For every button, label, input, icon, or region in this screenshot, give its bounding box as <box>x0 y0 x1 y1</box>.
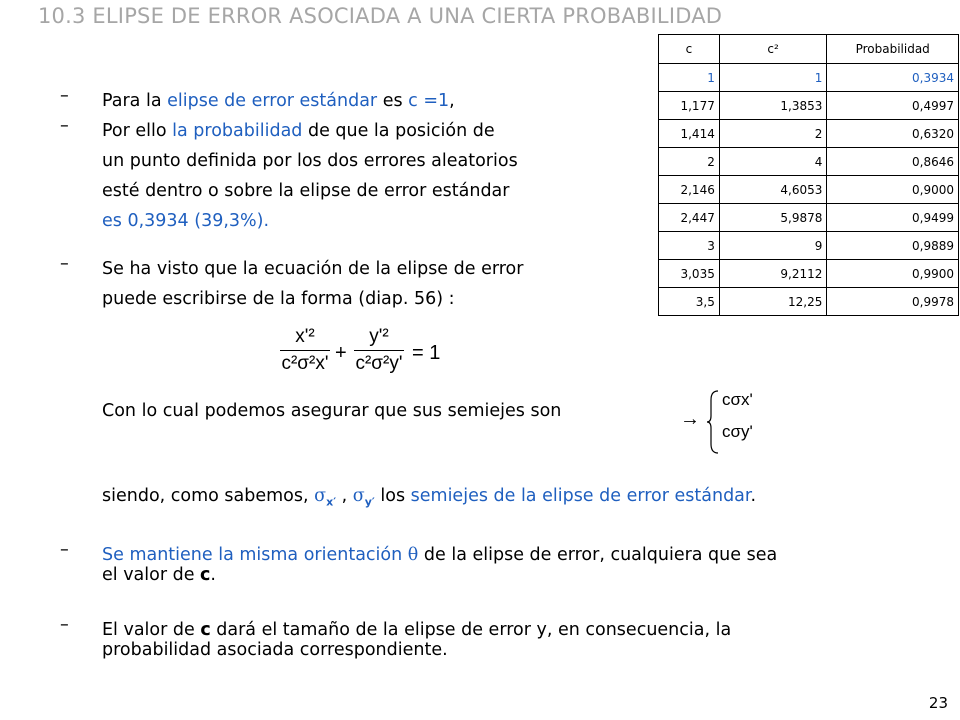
highlight: la probabilidad <box>172 121 303 141</box>
arrow-icon: → <box>680 408 700 430</box>
table-cell: 0,9499 <box>827 204 959 232</box>
bullet-dash: – <box>60 116 69 136</box>
table-cell: 0,9889 <box>827 232 959 260</box>
table-cell: 0,4997 <box>827 92 959 120</box>
bullet-probability <box>102 116 518 236</box>
bullet-standard-ellipse <box>102 86 455 116</box>
line <box>102 545 777 565</box>
line: esté dentro o sobre la elipse de error estándar <box>102 181 510 201</box>
line: probabilidad asociada correspondiente. <box>102 640 448 660</box>
semiaxis-x: cσx' <box>722 390 753 409</box>
line <box>102 620 731 640</box>
equals-one: = 1 <box>412 342 441 364</box>
semiaxes-expression <box>680 388 770 458</box>
highlight: Se mantiene la misma orientación <box>102 545 408 565</box>
line <box>102 116 518 146</box>
highlight: c =1 <box>408 91 450 111</box>
subscript: y′ <box>364 495 375 509</box>
bullet-dash: – <box>60 254 69 274</box>
table-cell: 1 <box>659 64 720 92</box>
table-cell: 0,9000 <box>827 176 959 204</box>
table-cell: 1,414 <box>659 120 720 148</box>
sigma-symbol: σ <box>352 486 365 506</box>
probability-table <box>658 34 959 316</box>
text: Por ello <box>102 121 173 141</box>
table-cell: 12,25 <box>719 288 827 316</box>
table-row <box>659 176 959 204</box>
highlight: elipse de error estándar <box>167 91 378 111</box>
table-cell: 0,9978 <box>827 288 959 316</box>
table-cell: 4,6053 <box>719 176 827 204</box>
fraction-x <box>280 326 330 375</box>
table-cell: 2 <box>719 120 827 148</box>
sigma-symbol: σ <box>314 486 327 506</box>
header-probability: Probabilidad <box>827 35 959 64</box>
header-c-squared: c² <box>719 35 827 64</box>
denominator: c²σ²y' <box>355 353 403 374</box>
bold-c: c <box>200 620 211 640</box>
table-cell: 5,9878 <box>719 204 827 232</box>
fraction-bar <box>280 350 330 351</box>
ellipse-equation <box>280 326 450 386</box>
table-row <box>659 260 959 288</box>
fraction-y <box>354 326 404 375</box>
table-cell: 3,035 <box>659 260 720 288</box>
page-number: 23 <box>928 694 948 712</box>
line: es 0,3934 (39,3%). <box>102 211 270 231</box>
table-cell: 0,9900 <box>827 260 959 288</box>
table-cell: 3 <box>659 232 720 260</box>
table-cell: 9,2112 <box>719 260 827 288</box>
text: . <box>210 565 216 585</box>
table-cell: 1 <box>719 64 827 92</box>
table-row <box>659 204 959 232</box>
table-row <box>659 64 959 92</box>
numerator: x'² <box>295 326 315 347</box>
text: Para la <box>102 91 168 111</box>
table-cell: 0,3934 <box>827 64 959 92</box>
highlight: semiejes de la elipse de error estándar <box>410 486 751 506</box>
line <box>102 565 777 585</box>
line: Se ha visto que la ecuación de la elipse de error <box>102 259 524 279</box>
standard-semiaxes-sentence <box>102 481 756 518</box>
text: es <box>377 91 409 111</box>
semiaxes-sentence: Con lo cual podemos asegurar que sus semiejes son <box>102 401 562 421</box>
text: el valor de <box>102 565 201 585</box>
line: un punto definida por los dos errores aleatorios <box>102 151 518 171</box>
left-brace-icon <box>706 390 720 454</box>
text: . <box>750 486 757 506</box>
table-cell: 3,5 <box>659 288 720 316</box>
theta-symbol: θ <box>407 545 419 565</box>
text: siendo, como sabemos, <box>102 486 315 506</box>
plus-sign: + <box>335 342 347 364</box>
bullet-dash: – <box>60 540 69 560</box>
bullet-dash: – <box>60 615 69 635</box>
text: dará el tamaño de la elipse de error y, en consecuencia, la <box>210 620 732 640</box>
text: de la elipse de error, cualquiera que sea <box>418 545 778 565</box>
slide-title: 10.3 ELIPSE DE ERROR ASOCIADA A UNA CIERTA PROBABILIDAD <box>38 4 723 28</box>
bold-c: c <box>200 565 211 585</box>
table-cell: 2 <box>659 148 720 176</box>
text: , <box>336 486 353 506</box>
table-row <box>659 288 959 316</box>
table-cell: 2,447 <box>659 204 720 232</box>
bullet-dash: – <box>60 86 69 106</box>
text: de que la posición de <box>302 121 495 141</box>
numerator: y'² <box>369 326 389 347</box>
line: puede escribirse de la forma (diap. 56) : <box>102 289 455 309</box>
text: El valor de <box>102 620 201 640</box>
table-cell: 9 <box>719 232 827 260</box>
table-row <box>659 92 959 120</box>
fraction-bar <box>354 350 404 351</box>
semiaxis-y: cσy' <box>722 422 753 441</box>
text: los <box>374 486 411 506</box>
bullet-size <box>102 620 731 660</box>
table-cell: 1,3853 <box>719 92 827 120</box>
table-cell: 1,177 <box>659 92 720 120</box>
table-row <box>659 148 959 176</box>
table-cell: 0,8646 <box>827 148 959 176</box>
subscript: x′ <box>326 495 337 509</box>
bullet-orientation <box>102 545 777 585</box>
denominator: c²σ²x' <box>281 353 329 374</box>
bullet-ellipse-equation <box>102 254 523 314</box>
table-cell: 0,6320 <box>827 120 959 148</box>
header-c: c <box>659 35 720 64</box>
table-cell: 4 <box>719 148 827 176</box>
table-row <box>659 120 959 148</box>
table-cell: 2,146 <box>659 176 720 204</box>
table-row <box>659 232 959 260</box>
table-header-row <box>659 35 959 64</box>
text: , <box>449 91 455 111</box>
